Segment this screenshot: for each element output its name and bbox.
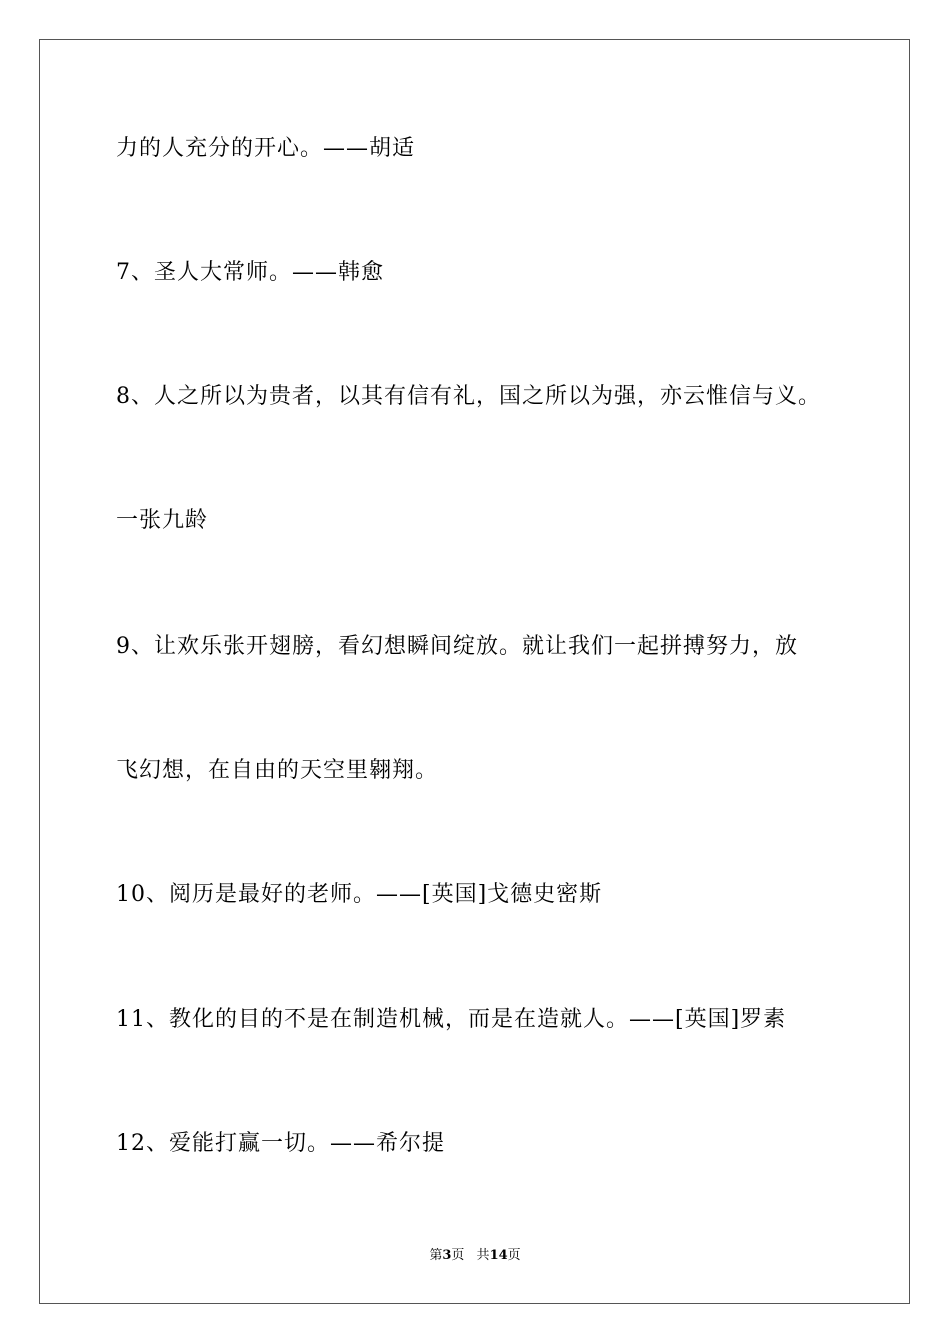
page-number: 3 (442, 1248, 452, 1263)
total-suffix: 页 (507, 1248, 521, 1263)
text-line-6: 飞幻想，在自由的天空里翱翔。 (116, 758, 439, 783)
page-suffix: 页 (451, 1248, 465, 1263)
text-line-9: 12、爱能打赢一切。——希尔提 (116, 1131, 445, 1156)
page-footer (0, 1247, 950, 1265)
total-prefix: 共 (476, 1248, 490, 1263)
text-line-1: 力的人充分的开心。——胡适 (116, 136, 416, 161)
page-border (39, 39, 910, 1304)
page-indicator (429, 1248, 464, 1263)
page-prefix: 第 (429, 1248, 443, 1263)
text-line-2: 7、圣人大常师。——韩愈 (116, 260, 384, 285)
text-line-7: 10、阅历是最好的老师。——[英国]戈德史密斯 (116, 882, 603, 907)
text-line-8: 11、教化的目的不是在制造机械，而是在造就人。——[英国]罗素 (116, 1007, 787, 1032)
total-pages: 14 (489, 1248, 508, 1263)
text-line-4: 一张九龄 (116, 508, 209, 533)
total-indicator (477, 1248, 521, 1263)
text-line-3: 8、人之所以为贵者，以其有信有礼，国之所以为强，亦云惟信与义。 (116, 384, 821, 409)
text-line-5: 9、让欢乐张开翅膀，看幻想瞬间绽放。就让我们一起拼搏努力，放 (116, 634, 798, 659)
